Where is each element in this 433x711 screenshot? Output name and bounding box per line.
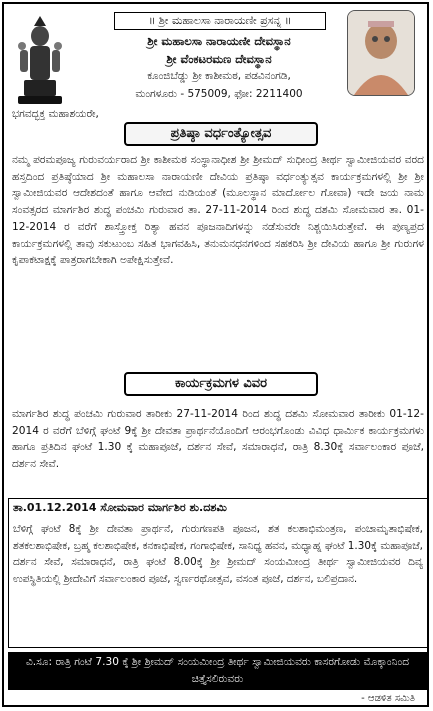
- section-title-anniversary: ಪ್ರತಿಷ್ಠಾ ವರ್ಧಂತ್ಯೋತ್ಸವ: [124, 122, 318, 146]
- footer-note: ವಿ.ಸೂ: ರಾತ್ರಿ ಗಂಟೆ 7.30 ಕ್ಕೆ ಶ್ರೀ ಶ್ರೀಮದ್ ಸಂಯಮೀಂದ್ರ ತೀರ್ಥ ಸ್ವಾಮೀಜಿಯವರು ಕಾಸರಗೋಡು ಮೊಕ್ಕಾಂನಿಂದ ಚಿತ್ತೈಸಲಿರುವರು: [8, 652, 427, 690]
- temple-name-secondary: ಶ್ರೀ ವೆಂಕಟರಮಣ ದೇವಸ್ಥಾನ: [166, 52, 272, 66]
- signature: - ಆಡಳಿತ ಸಮಿತಿ: [361, 693, 415, 704]
- address-line-2: ಮಂಗಳೂರು - 575009, ಫೋ: 2211400: [135, 88, 303, 100]
- section-body-anniversary: ನಮ್ಮ ಪರಮಪೂಜ್ಯ ಗುರುವರ್ಯರಾದ ಶ್ರೀ ಕಾಶೀಮಠ ಸಂಸ್ಥಾನಾಧೀಶ ಶ್ರೀ ಶ್ರೀಮದ್ ಸುಧೀಂದ್ರ ತೀರ್ಥ ಸ್ವಾಮೀಜಿಯವರ ವರದ ಹಸ್ತದಿಂದ ಪ್ರತಿಷ್ಠೆಯಾದ ಶ್ರೀ ಮಹಾಲಸಾ ನಾರಾಯಣೀ ದೇವಿಯ ಪ್ರತಿಷ್ಠಾ ವರ್ಧಂತ್ಯುತ್ಸವ ಕಾರ್ಯಕ್ರಮಗಳಲ್ಲಿ ಶ್ರೀ ಶ್ರೀ ಸ್ವಾಮೀಜಿಯವರ ಆದೇಶದಂತೆ ಹಾಗೂ ಆವೇದ ನುಡಿಯಂತೆ (ಮೂಲಸ್ಥಾನ ಮಾರ್ದೋಲ ಗೋವಾ) ಇದೇ ಜಯ ನಾಮ ಸಂವತ್ಸರದ ಮಾರ್ಗಶಿರ ಶುದ್ಧ ಪಂಚಮಿ ಗುರುವಾರ ತಾ. 27-11-2014 ರಿಂದ ಶುದ್ಧ ದಶಮಿ ಸೋಮವಾರ ತಾ. 01-12-2014 ರ ವರೆಗೆ ಶಾಸ್ತ್ರೋಕ್ತ ರಿತ್ಯಾ ಹವನ ಪೂಜನಾದಿಗಳನ್ನು ನಡೆಸುವರೇ ನಿಶ್ಚಯಿಸಿರುತ್ತೇವೆ. ಈ ಪುಣ್ಯಪ್ರದ ಕಾರ್ಯಕ್ರಮಗಳಲ್ಲಿ ತಾವು ಸಕುಟುಂಬ ಸಹಿತ ಭಾಗವಹಿಸಿ, ತನುಮನಧನಗಳಿಂದ ಸಹಕರಿಸಿ ಶ್ರೀ ದೇವಿಯ ಹಾಗೂ ಶ್ರೀ ಗುರುಗಳ ಕೃಪಾಕಟಾಕ್ಷಕ್ಕೆ ಪಾತ್ರರಾಗಬೇಕಾಗಿ ಅಪೇಕ್ಷಿಸುತ್ತೇವೆ.: [12, 154, 424, 267]
- final-day-schedule: [8, 498, 429, 648]
- temple-name-primary: ಶ್ರೀ ಮಹಾಲಸಾ ನಾರಾಯಣೀ ದೇವಸ್ಥಾನ: [147, 34, 291, 48]
- invocation-line: ॥ ಶ್ರೀ ಮಹಾಲಸಾ ನಾರಾಯಣೀ ಪ್ರಸನ್ನ ॥: [114, 12, 326, 30]
- notice-frame: [2, 2, 429, 707]
- swamiji-photo: [347, 10, 415, 96]
- deity-image: [12, 12, 68, 108]
- header: [4, 4, 427, 124]
- final-day-heading: ತಾ.01.12.2014 ಸೋಮವಾರ ಮಾರ್ಗಶಿರ ಶು.ದಶಮಿ: [13, 501, 227, 514]
- section-title-programme: ಕಾರ್ಯಕ್ರಮಗಳ ವಿವರ: [124, 372, 318, 396]
- address-line-1: ಕೂಂಜಿಬೆಡ್ಡು ಶ್ರೀ ಕಾಶೀಮಠ, ಪಡವಿನಂಗಡಿ,: [147, 70, 291, 82]
- section-body-programme: ಮಾರ್ಗಶಿರ ಶುದ್ಧ ಪಂಚಮಿ ಗುರುವಾರ ತಾರೀಕು 27-11-2014 ರಿಂದ ಶುದ್ಧ ದಶಮಿ ಸೋಮವಾರ ತಾರೀಕು 01-12-2014 ರ ವರೆಗೆ ಬೆಳಿಗ್ಗೆ ಘಂಟೆ 9ಕ್ಕೆ ಶ್ರೀ ದೇವತಾ ಪ್ರಾರ್ಥನೆಯೊಂದಿಗೆ ಆರಂಭಗೊಂಡು ವಿವಿಧ ಧಾರ್ಮಿಕ ಕಾರ್ಯಕ್ರಮಗಳು ಹಾಗೂ ಪ್ರತಿದಿನ ಘಂಟೆ 1.30 ಕ್ಕೆ ಮಹಾಪೂಜೆ, ದರ್ಶನ ಸೇವೆ, ಸಮಾರಾಧನೆ, ರಾತ್ರಿ 8.30ಕ್ಕೆ ಸರ್ವಾಲಂಕಾರ ಪೂಜೆ, ದರ್ಶನ ಸೇವೆ.: [12, 408, 424, 471]
- final-day-body: ಬೆಳಿಗ್ಗೆ ಘಂಟೆ 8ಕ್ಕೆ ಶ್ರೀ ದೇವತಾ ಪ್ರಾರ್ಥನೆ, ಗುರುಗಣಪತಿ ಪೂಜನ, ಶತ ಕಲಶಾಭಿಮಂತ್ರಣ, ಪಂಚಾಮೃತಾಭಿಷೇಕ, ಶತಕಲಶಾಭಿಷೇಕ, ಬ್ರಹ್ಮ ಕಲಶಾಭಿಷೇಕ, ಕನಕಾಭಿಷೇಕ, ಗಂಗಾಭಿಷೇಕ, ಸಾನಿಧ್ಯ ಹವನ, ಮಧ್ಯಾಹ್ನ ಘಂಟೆ 1.30ಕ್ಕೆ ಮಹಾಪೂಜೆ, ದರ್ಶನ ಸೇವೆ, ಸಮಾರಾಧನೆ, ರಾತ್ರಿ ಘಂಟೆ 8.00ಕ್ಕೆ ಶ್ರೀ ಶ್ರೀಮದ್ ಸಂಯಮೀಂದ್ರ ತೀರ್ಥ ಸ್ವಾಮೀಜಿಯವರ ದಿವ್ಯ ಉಪಸ್ಥಿತಿಯಲ್ಲಿ ಶ್ರೀದೇವಿಗೆ ಸರ್ವಾಲಂಕಾರ ಪೂಜೆ, ಸ್ವರ್ಣರಥೋತ್ಸವ, ವಸಂತ ಪೂಜೆ, ದರ್ಶನ, ಬಲಿಪ್ರದಾನ.: [13, 523, 423, 585]
- greeting: ಭಗವದ್ಭಕ್ತ ಮಹಾಶಯರೇ,: [12, 108, 99, 120]
